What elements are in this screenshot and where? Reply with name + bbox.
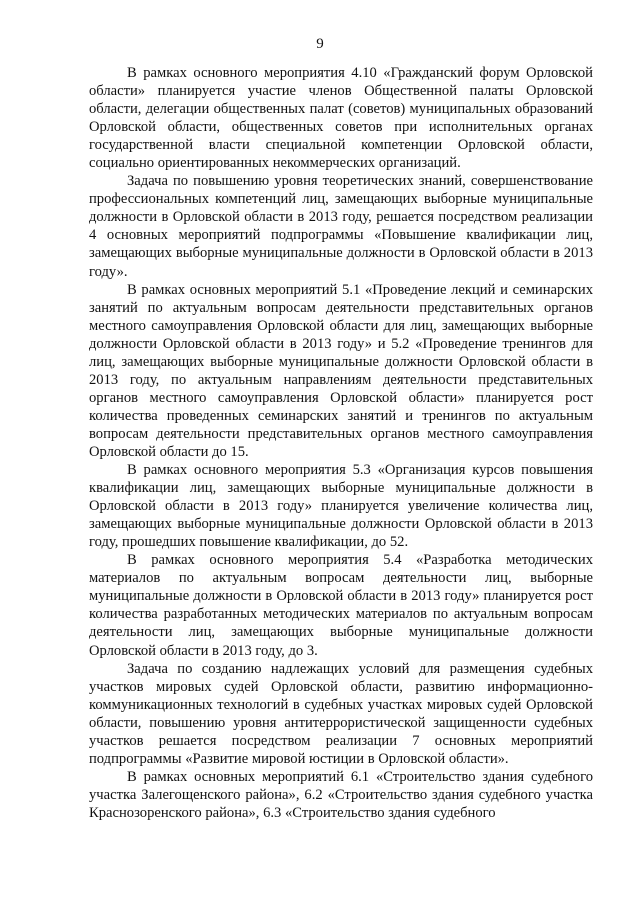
paragraph-civic-forum: В рамках основного мероприятия 4.10 «Гражданский форум Орловской области» планируется участие членов Общественной палаты Орловской области, делегации общественных палат (советов) муниципальных образований Орловской области, общественных советов при исполнительных органах государственной власти специальной компетенции Орловской области, социально ориентированных некоммерческих организаций. bbox=[89, 65, 593, 172]
paragraph-methodical-materials: В рамках основного мероприятия 5.4 «Разработка методических материалов по актуальным вопросам деятельности лиц, выборные муниципальные должности в Орловской области в 2013 году» планируется рост количества разработанных методических материалов по актуальным вопросам деятельности лиц, замещающих выборные муниципальные должности Орловской области в 2013 году, до 3. bbox=[89, 552, 593, 659]
paragraph-construction: В рамках основных мероприятий 6.1 «Строительство здания судебного участка Залегощенского района», 6.2 «Строительство здания судебного участка Краснозоренского района», 6.3 «Строительство здания судебного bbox=[89, 768, 593, 821]
paragraph-courses: В рамках основного мероприятия 5.3 «Организация курсов повышения квалификации лиц, замещающих выборные муниципальные должности в Орловской области в 2013 году» планируется увеличение количества лиц, замещающих выборные муниципальные должности Орловской области в 2013 году, прошедших повышение квалификации, до 52. bbox=[89, 462, 593, 551]
document-body bbox=[89, 64, 593, 822]
paragraph-qualification-task: Задача по повышению уровня теоретических знаний, совершенствование профессиональных компетенций лиц, замещающих выборные муниципальные должности в Орловской области в 2013 году, решается посредством реализации 4 основных мероприятий подпрограммы «Повышение квалификации лиц, замещающих выборные муниципальные должности в Орловской области в 2013 году». bbox=[89, 173, 593, 280]
page-number: 9 bbox=[316, 36, 324, 52]
paragraph-lectures-trainings: В рамках основных мероприятий 5.1 «Проведение лекций и семинарских занятий по актуальным вопросам деятельности представительных органов местного самоуправления Орловской области для лиц, замещающих выборные должности Орловской области в 2013 году» и 5.2 «Проведение тренингов для лиц, замещающих выборные муниципальные должности Орловской области в 2013 году, по актуальным направлениям деятельности представительных органов местного самоуправления Орловской области» планируется рост количества проведенных семинарских занятий и тренингов по актуальным вопросам деятельности представительных органов местного самоуправления Орловской области до 15. bbox=[89, 281, 593, 460]
paragraph-court-sites-task: Задача по созданию надлежащих условий для размещения судебных участков мировых судей Орловской области, развитию информационно-коммуникационных технологий в судебных участках мировых судей Орловской области, повышению уровня антитеррористической защищенности судебных участков решается посредством реализации 7 основных мероприятий подпрограммы «Развитие мировой юстиции в Орловской области». bbox=[89, 660, 593, 767]
